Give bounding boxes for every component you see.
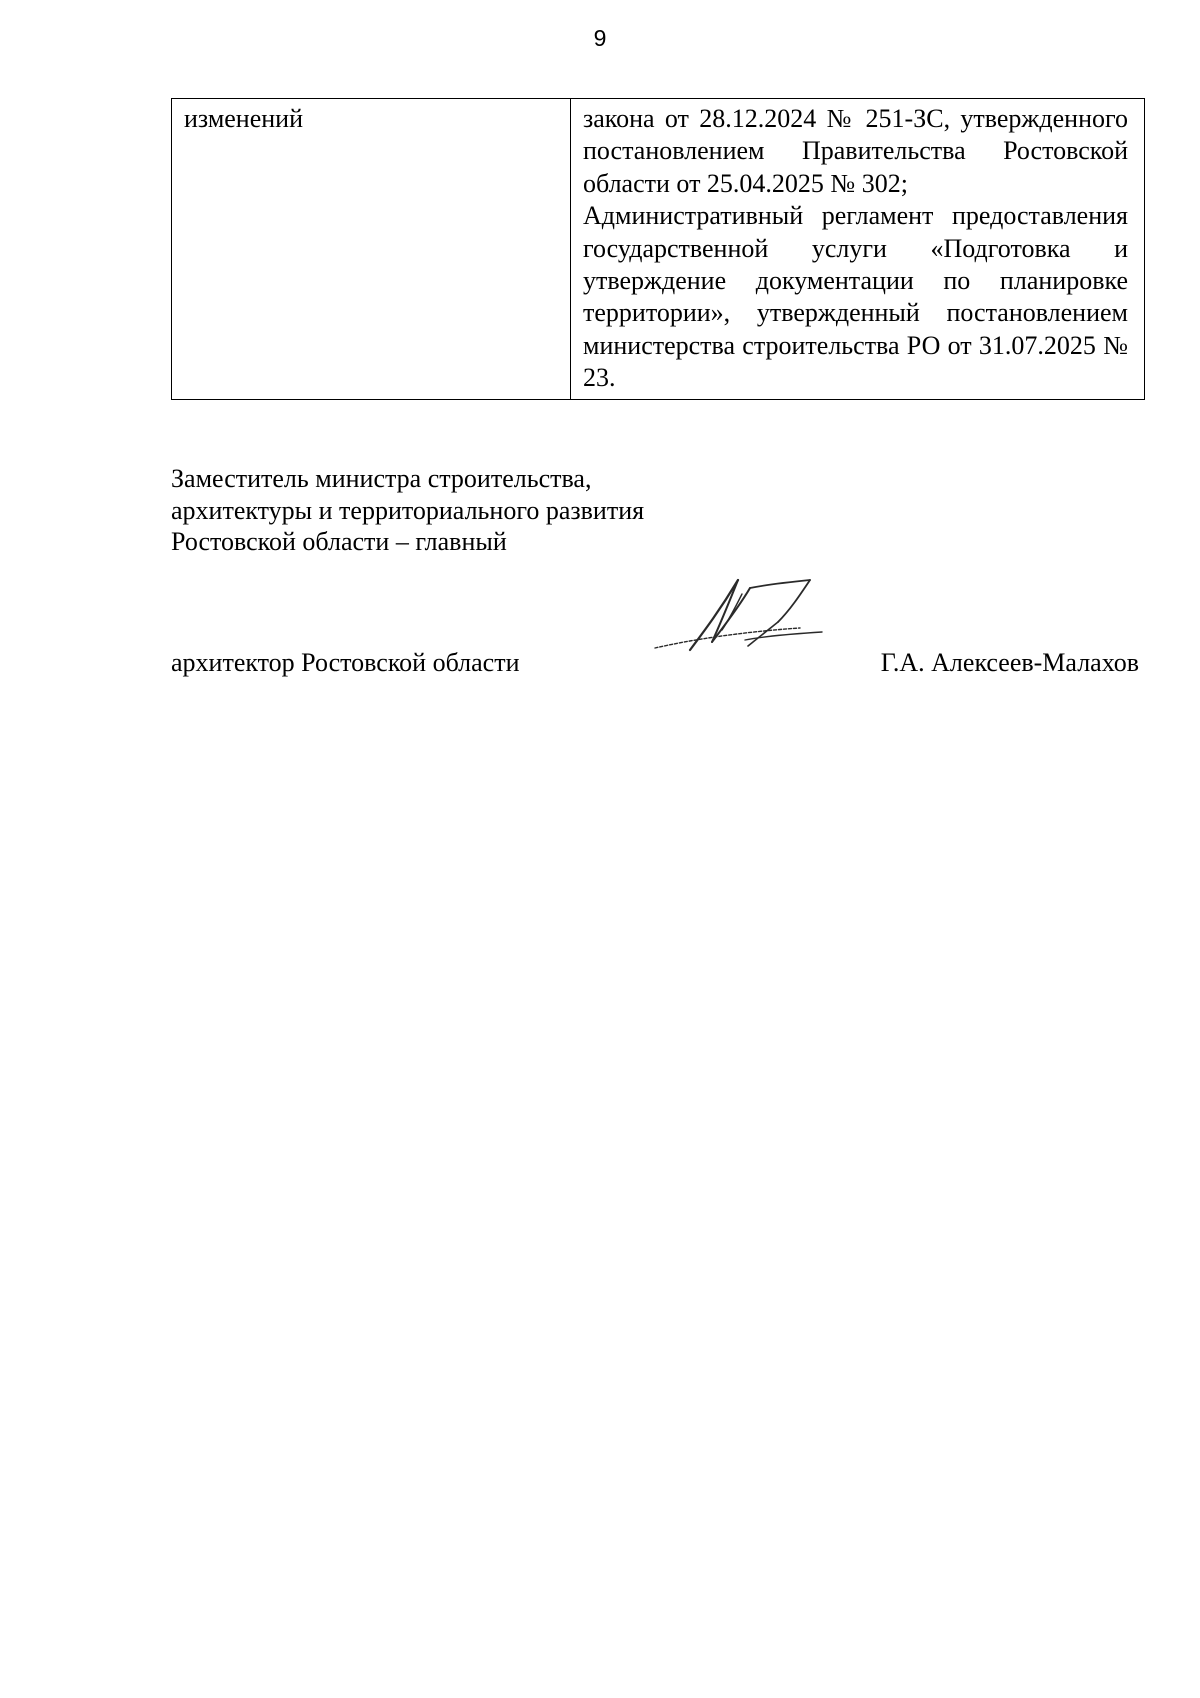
page-number: 9 — [593, 25, 607, 51]
signatory-title-line: Ростовской области – главный — [171, 527, 507, 556]
table-cell-paragraph: Административный регламент предоставления государственной услуги «Подготовка и утверждение документации по планировке территории», утвержденный постановлением министерства строительства РО от 31.07.2025 № 23. — [583, 201, 1128, 393]
signatory-title-last-line: архитектор Ростовской области — [171, 648, 520, 677]
signatory-title-line: архитектуры и территориального развития — [171, 495, 645, 525]
table-cell-paragraph: закона от 28.12.2024 № 251-ЗС, утвержденного постановлением Правительства Ростовской области от 25.04.2025 № 302; — [583, 104, 1128, 198]
document-table — [171, 98, 1145, 400]
handwritten-signature — [650, 570, 850, 655]
signatory-title — [171, 463, 644, 558]
signatory-name: Г.А. Алексеев-Малахов — [880, 648, 1139, 677]
table-row — [172, 99, 1145, 400]
table-cell-left: изменений — [172, 99, 571, 400]
signatory-title-line: Заместитель министра строительства, — [171, 464, 592, 493]
table-cell-right — [571, 99, 1145, 400]
